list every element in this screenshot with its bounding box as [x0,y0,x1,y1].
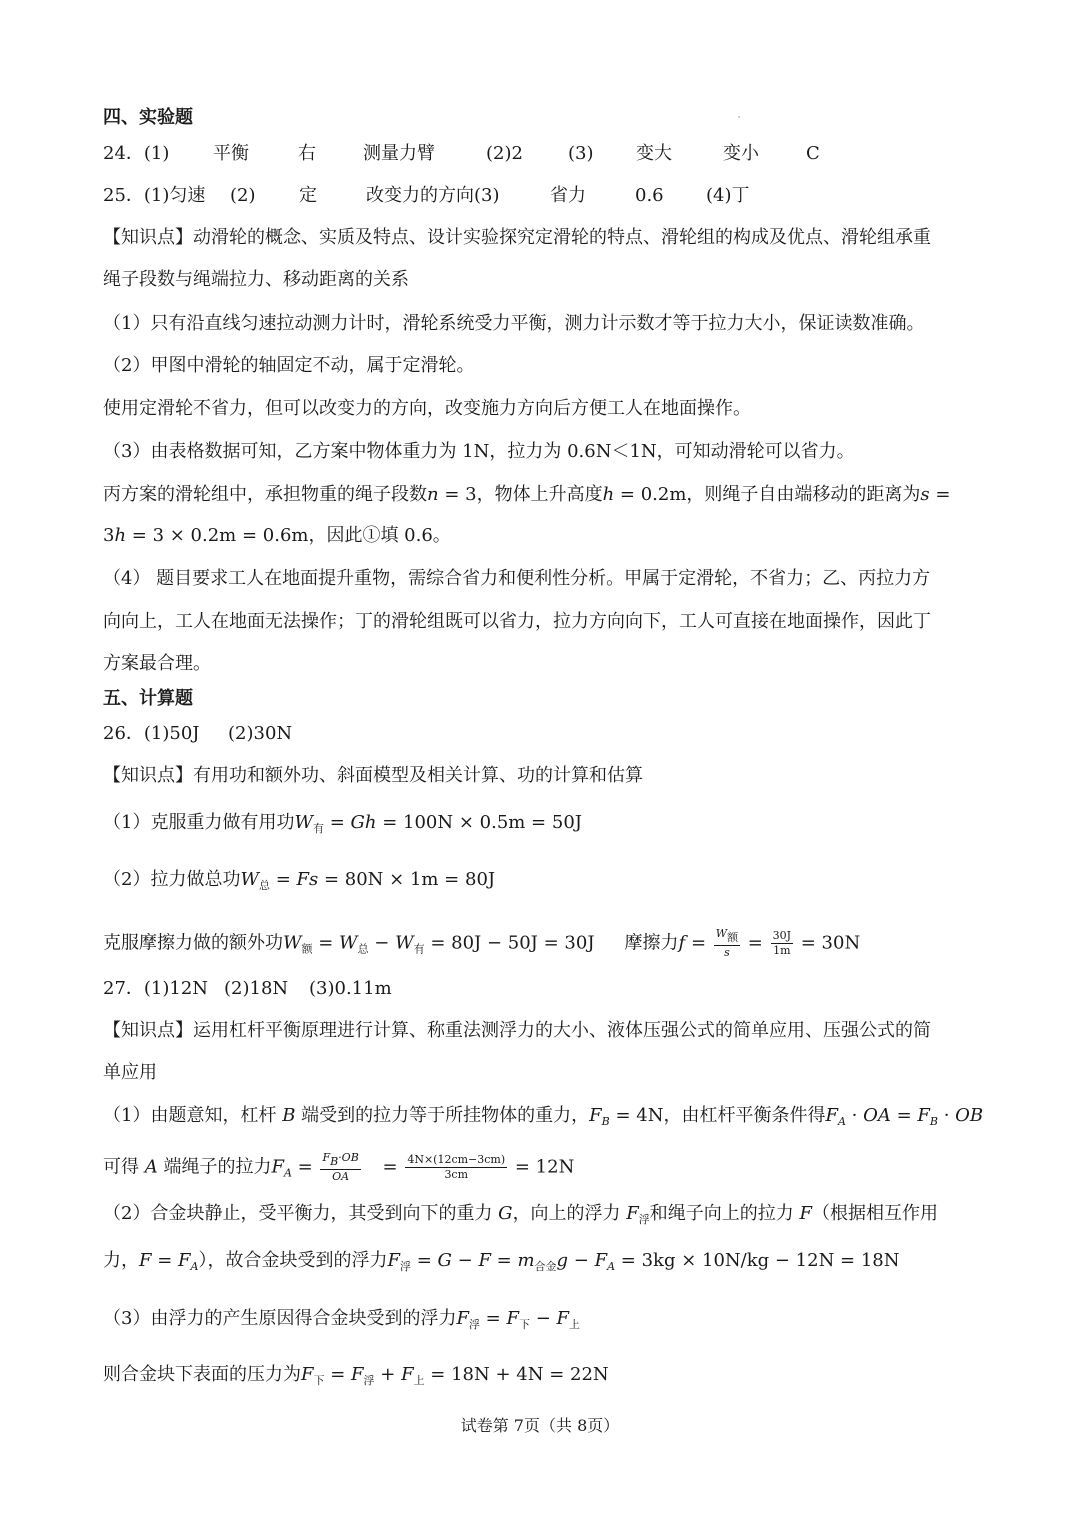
math-var: OB [955,1105,984,1126]
text-segment: 克服摩擦力做的额外功 [103,932,283,954]
math-var: F [139,1250,152,1271]
math-var: A [144,1156,158,1178]
page-footer: 试卷第 7页（共 8页） [460,1416,620,1435]
text-segment: 丙方案的滑轮组中，承担物重的绳子段数 [103,484,427,505]
math-var: F [799,1203,813,1224]
formula-26-2 [103,867,495,899]
math-var: B [282,1105,296,1126]
q24-answer-8: C [806,143,820,164]
text-segment: = 12N [509,1156,575,1178]
text-segment: · [938,1105,956,1126]
text-segment: = 80J − 50J = 30J [424,932,595,954]
math-var: F [351,1364,364,1385]
subscript: 额 [727,931,739,944]
text-segment: （2）合金块静止，受平衡力，其受到向下的重力 [103,1203,499,1224]
subscript: 额 [301,942,313,956]
math-var: F [594,1250,608,1271]
q27-answer-3: (3)0.11m [309,978,392,999]
text-segment: 3 [103,525,115,546]
fraction-denominator: s [724,946,730,959]
knowledge-point-27-line1: 【知识点】运用杠杆平衡原理进行计算、称重法测浮力的大小、液体压强公式的简单应用、压强公式的简 [103,1020,931,1041]
text-segment: ），故合金块受到的浮力 [198,1250,388,1271]
q25-answer-4: 省力 [550,185,586,206]
text-segment: = 30N [795,932,861,954]
math-var: F [456,1308,469,1329]
math-var: n [427,484,439,505]
text-segment: = [376,1156,404,1178]
math-var: W [294,812,313,833]
text-segment: = [269,869,297,890]
section-title-experiment: 四、实验题 [103,107,193,128]
text-segment: = 4N，由杠杆平衡条件得 [609,1105,826,1126]
text-segment: = [291,1156,319,1178]
knowledge-point-26: 【知识点】有用功和额外功、斜面模型及相关计算、功的计算和估算 [103,765,643,786]
math-var: W [339,932,358,954]
text-segment: = [742,932,769,954]
math-var: F [478,1250,491,1271]
text-segment: · [845,1105,864,1126]
knowledge-point-27-line2: 单应用 [103,1062,157,1083]
text-segment: = [410,1250,438,1271]
text-segment: = 3，物体上升高度 [438,484,603,505]
text-segment: 可得 [103,1156,145,1178]
explanation-27-1 [103,1103,983,1135]
subscript: 有 [413,942,425,956]
q25-answer-1: (2) [230,185,256,206]
math-var: G [498,1203,513,1224]
q26-answer-2: (2)30N [228,723,293,744]
math-var: F [556,1308,570,1329]
text-segment: + [374,1364,402,1385]
text-segment: 力， [103,1250,139,1271]
q25-answer-3: 改变力的方向(3) [366,185,500,206]
math-var: F [178,1250,191,1271]
math-var: OA [863,1105,891,1126]
math-var: F [322,1151,331,1164]
subscript: 有 [312,822,324,835]
explanation-27-1b [103,1151,574,1187]
fraction-denominator: OA [332,1170,350,1183]
text-segment: 和绳子向上的拉力 [649,1203,800,1224]
text-segment: （根据相互作用 [812,1203,939,1224]
explanation-25-2: （2）甲图中滑轮的轴固定不动，属于定滑轮。 [103,355,475,376]
q24-answer-6: 变大 [636,143,672,164]
math-var: Fs [296,869,319,890]
math-var: h [114,525,127,546]
text-segment: = [890,1105,918,1126]
explanation-25-4c: 方案最合理。 [103,653,211,674]
text-segment: = 3kg × 10N/kg − 12N = 18N [615,1250,900,1271]
subscript: A [607,1260,616,1273]
text-segment: = 3 × 0.2m = 0.6m，因此①填 0.6。 [126,525,451,546]
math-var: F [506,1308,519,1329]
q24-answer-3: 测量力臂 [363,143,435,164]
math-var: W [395,932,414,954]
subscript: 总 [357,942,369,956]
subscript: 浮 [468,1318,480,1331]
math-var: F [825,1105,838,1126]
math-var: Gh [350,812,377,833]
q24-answer-4: (2)2 [486,143,523,164]
text-segment: = [929,484,951,505]
text-segment: = [151,1250,179,1271]
text-segment: = [490,1250,518,1271]
fraction-numerator: 4N×(12cm−3cm) [407,1153,506,1166]
math-var: f [678,932,686,954]
math-var: W [715,927,728,940]
math-var: F [301,1364,314,1385]
explanation-25-3b [103,482,950,508]
subscript: A [837,1115,846,1128]
text-segment: （3）由浮力的产生原因得合金块受到的浮力 [103,1308,457,1329]
explanation-27-3 [103,1306,580,1338]
subscript: B [601,1115,610,1128]
math-var: F [589,1105,602,1126]
text-segment: − [451,1250,479,1271]
fraction-lever [320,1151,360,1184]
subscript: B [330,1155,339,1168]
q25-number: 25．(1)匀速 [103,185,206,206]
text-segment: （2）拉力做总功 [103,869,241,890]
math-var: m [517,1250,535,1271]
text-segment: = [685,932,712,954]
subscript: A [190,1260,199,1273]
text-segment: 端绳子的拉力 [157,1156,272,1178]
math-var: g [556,1250,569,1271]
math-var: F [387,1250,400,1271]
fraction-numerator [320,1151,360,1170]
math-var: F [626,1203,639,1224]
subscript: 浮 [363,1374,375,1387]
knowledge-point-25-line1: 【知识点】动滑轮的概念、实质及特点、设计实验探究定滑轮的特点、滑轮组的构成及优点、滑轮组承重 [103,227,931,248]
math-var: F [271,1156,284,1178]
subscript: 浮 [399,1260,411,1273]
text-segment: = [324,1364,352,1385]
explanation-27-2 [103,1201,938,1233]
formula-26-3 [103,927,860,963]
math-var: W [240,869,259,890]
q24-number: 24．(1) [103,143,170,164]
text-segment: − [529,1308,557,1329]
text-segment: = 0.2m，则绳子自由端移动的距离为 [614,484,921,505]
text-segment: = [323,812,351,833]
math-var: ·OB [338,1151,359,1164]
q24-answer-1: 平衡 [213,143,249,164]
text-segment: 摩擦力 [624,932,679,954]
explanation-27-3b [103,1362,609,1394]
text-segment: = 18N + 4N = 22N [424,1364,609,1385]
fraction-lever-values [405,1153,507,1182]
q27-answer-2: (2)18N [224,978,289,999]
math-var: F [917,1105,930,1126]
text-segment: = [479,1308,507,1329]
q24-answer-5: (3) [568,143,594,164]
subscript: 下 [518,1318,530,1331]
text-segment: ，向上的浮力 [512,1203,627,1224]
text-segment: 则合金块下表面的压力为 [103,1364,301,1385]
subscript: B [929,1115,938,1128]
scan-speck [738,116,740,118]
fraction-denominator: 1m [773,944,791,957]
explanation-25-1: （1）只有沿直线匀速拉动测力计时，滑轮系统受力平衡，测力计示数才等于拉力大小，保证读数准确。 [103,313,925,334]
section-title-calculation: 五、计算题 [103,688,193,709]
explanation-25-3c [103,523,451,549]
formula-26-1 [103,810,582,842]
subscript: 上 [413,1374,425,1387]
fraction-denominator: 3cm [444,1168,469,1181]
text-segment: − [368,932,396,954]
math-var: F [401,1364,414,1385]
text-segment: = [312,932,340,954]
explanation-27-2b [103,1248,900,1280]
fraction-friction [714,927,740,960]
q24-answer-7: 变小 [723,143,759,164]
explanation-25-4: （4） 题目要求工人在地面提升重物，需综合省力和便利性分析。甲属于定滑轮，不省力；乙、丙拉力方 [103,568,931,589]
subscript: 合金 [534,1260,557,1273]
q24-answer-2: 右 [298,143,316,164]
fraction-numerator [714,927,740,946]
math-var: h [602,484,615,505]
text-segment: = 80N × 1m = 80J [318,869,496,890]
subscript: 下 [313,1374,325,1387]
q25-answer-2: 定 [299,185,317,206]
subscript: 上 [569,1318,581,1331]
explanation-25-3: （3）由表格数据可知，乙方案中物体重力为 1N，拉力为 0.6N＜1N，可知动滑轮可以省力。 [103,441,855,462]
text-segment: （1）由题意知，杠杆 [103,1105,283,1126]
explanation-25-2b: 使用定滑轮不省力，但可以改变力的方向，改变施力方向后方便工人在地面操作。 [103,398,751,419]
subscript: 总 [258,879,270,892]
text-segment: = 100N × 0.5m = 50J [376,812,582,833]
fraction-numerator: 30J [772,929,792,942]
q26-number: 26．(1)50J [103,723,200,744]
subscript: A [283,1166,292,1180]
math-var: W [283,932,302,954]
q27-number: 27．(1)12N [103,978,209,999]
text-segment: − [568,1250,595,1271]
q25-answer-6: (4)丁 [706,185,750,206]
text-segment: 端受到的拉力等于所挂物体的重力， [295,1105,590,1126]
subscript: 浮 [638,1213,650,1226]
knowledge-point-25-line2: 绳子段数与绳端拉力、移动距离的关系 [103,269,409,290]
math-var: s [920,484,930,505]
fraction-values [771,929,793,958]
math-var: G [437,1250,452,1271]
q25-answer-5: 0.6 [635,185,664,206]
text-segment: （1）克服重力做有用功 [103,812,295,833]
explanation-25-4b: 向向上，工人在地面无法操作；丁的滑轮组既可以省力，拉力方向向下，工人可直接在地面操作，因此丁 [103,611,931,632]
